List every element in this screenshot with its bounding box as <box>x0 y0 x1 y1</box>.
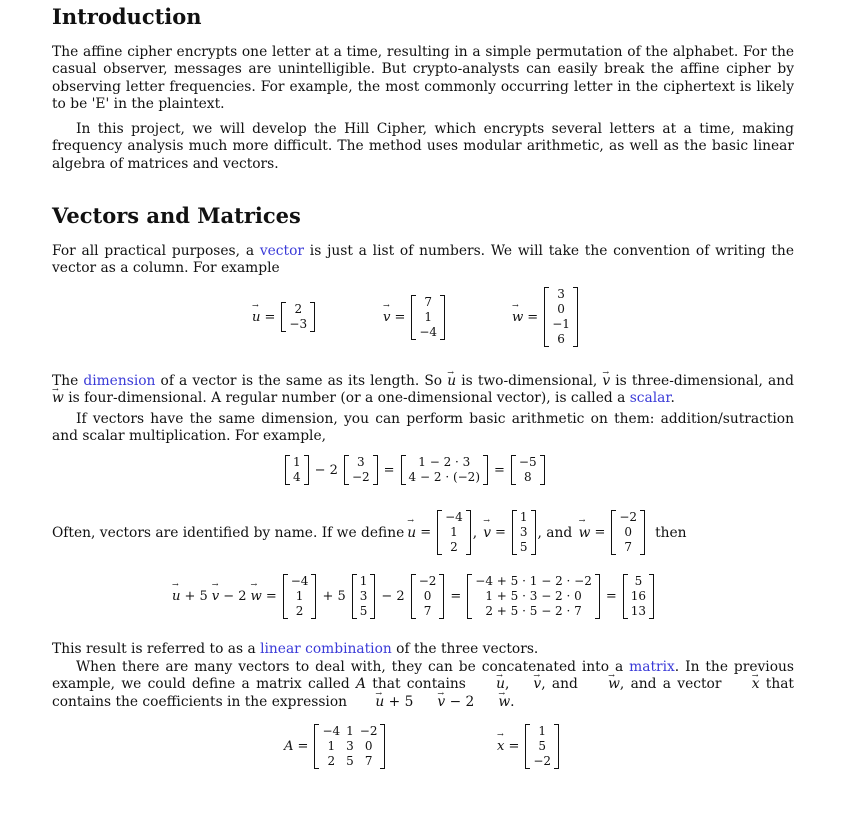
symbol-x: x → <box>728 676 760 693</box>
matrix-cell: 4 − 2 · (−2) <box>408 470 480 484</box>
intro-paragraph-2: In this project, we will develop the Hill Cipher, which encrypts several letters at a time, making frequency analysis much more difficult. The method uses modular arithmetic, as well as the basic linear algebra of matrices and vectors. <box>52 121 794 172</box>
matrix-ex1-b <box>344 455 378 485</box>
matrix-cell: −5 <box>518 455 537 469</box>
matrix-cell: 1 <box>327 739 336 753</box>
symbol-v: v → <box>602 373 610 390</box>
equals: = <box>508 739 520 754</box>
matrix-cell: 0 <box>423 589 432 603</box>
matrix-cell: 1 <box>519 510 528 524</box>
matrix-cell: 1 + 5 · 3 − 2 · 0 <box>485 589 582 603</box>
op: − 2 <box>381 589 405 604</box>
symbol-x: x → <box>497 739 504 754</box>
matrix-ex1-c <box>401 455 488 485</box>
matrix-cell: −2 <box>418 574 437 588</box>
linear-combination-equation <box>172 574 656 619</box>
matrix-cell: 1 <box>450 525 458 539</box>
matrix-cell: 3 <box>359 589 368 603</box>
vm-paragraph-1 <box>52 243 794 278</box>
matrix-lc-w <box>411 574 445 619</box>
symbol-u: u → <box>447 373 456 390</box>
text: , and <box>537 524 577 541</box>
text: − 2 <box>445 693 475 710</box>
text: , and <box>541 676 585 693</box>
matrix-cell: 0 <box>624 525 633 539</box>
matrix-cell: 7 <box>364 754 373 768</box>
text: is three-dimensional, and <box>610 373 794 389</box>
matrix-def-v <box>512 510 536 555</box>
matrix-cell: −3 <box>289 317 308 331</box>
vm-paragraph-3: If vectors have the same dimension, you can perform basic arithmetic on them: addition/sutraction and scalar multiplication. For example, <box>52 411 794 445</box>
linear-combination-link[interactable]: linear combination <box>260 641 392 657</box>
matrix-lc-result <box>623 574 654 619</box>
matrix-cell: 2 + 5 · 5 − 2 · 7 <box>485 604 582 618</box>
symbol-w: w → <box>579 525 591 541</box>
text: + 5 <box>384 693 414 710</box>
text: . <box>510 693 515 710</box>
equals: = <box>264 309 276 325</box>
symbol-v: v → <box>212 589 219 604</box>
matrix-cell: 3 <box>557 287 565 301</box>
symbol-v: v → <box>383 310 390 325</box>
matrix-x <box>525 724 559 769</box>
matrix-cell: 5 <box>538 739 547 753</box>
matrix-cell: −2 <box>351 470 370 484</box>
intro-paragraph-1: The affine cipher encrypts one letter at a time, resulting in a simple permutation of the alphabet. For the casual observer, messages are unintelligible. But crypto-analysts can easily break the affine cipher by observing letter frequencies. For example, the most commonly occurring letter in the ciphertext is likely to be 'E' in the plaintext. <box>52 44 794 113</box>
text: This result is referred to as a <box>52 641 261 657</box>
matrix-cell: 1 <box>424 310 433 324</box>
symbol-w: w → <box>512 310 523 325</box>
equals: = <box>494 462 505 478</box>
matrix-def-u <box>437 510 471 555</box>
matrix-lc-expanded <box>467 574 600 619</box>
matrix-cell: 5 <box>359 604 368 618</box>
vector-link[interactable]: vector <box>259 243 304 259</box>
matrix-u <box>281 302 315 332</box>
equals: = <box>420 525 432 540</box>
matrix-A <box>314 724 385 769</box>
vector-x-definition <box>497 724 561 769</box>
matrix-cell: 1 <box>538 724 547 738</box>
matrix-cell: 1 <box>293 455 301 469</box>
matrix-cell: 2 <box>294 302 303 316</box>
matrix-cell: 1 − 2 · 3 <box>418 455 471 469</box>
symbol-u: u → <box>472 676 505 693</box>
matrix-cell: 13 <box>630 604 647 618</box>
text: of the three vectors. <box>391 641 539 657</box>
text: is two-dimensional, <box>456 373 603 389</box>
example-vector-v <box>383 295 447 340</box>
scalar-example <box>283 455 547 485</box>
vectors-matrices-heading: Vectors and Matrices <box>52 203 301 228</box>
intro-heading: Introduction <box>52 4 202 29</box>
equals: = <box>383 462 395 478</box>
symbol-u: u → <box>407 525 416 541</box>
example-vector-u <box>252 302 317 332</box>
matrix-cell: 6 <box>557 332 565 346</box>
matrix-cell: 2 <box>450 540 458 554</box>
matrix-cell: 7 <box>423 604 432 618</box>
scalar-link[interactable]: scalar <box>629 390 671 407</box>
equals: = <box>265 589 277 604</box>
equals: = <box>594 525 606 540</box>
text: of a vector is the same as its length. So <box>155 373 448 389</box>
equals: = <box>527 309 539 325</box>
equals: = <box>494 525 506 540</box>
op: + 5 <box>322 589 346 604</box>
matrix-cell: −4 <box>322 724 341 738</box>
matrix-cell: 0 <box>364 739 373 753</box>
matrix-cell: −4 + 5 · 1 − 2 · −2 <box>475 574 592 588</box>
symbol-v: v → <box>413 694 445 711</box>
matrix-cell: 1 <box>346 724 354 738</box>
matrix-ex1-a <box>285 455 309 485</box>
matrix-cell: −4 <box>290 574 309 588</box>
comma: , <box>505 676 510 693</box>
equals: = <box>297 739 309 754</box>
matrix-v <box>411 295 445 340</box>
symbol-v: v → <box>509 676 541 693</box>
symbol-u: u → <box>351 694 384 711</box>
matrix-A-definition <box>284 724 387 769</box>
vm-paragraph-6 <box>52 659 794 711</box>
matrix-cell: 1 <box>295 589 304 603</box>
matrix-lc-u <box>283 574 317 619</box>
matrix-cell: 8 <box>523 470 532 484</box>
text: When there are many vectors to deal with, they can be concatenated into a <box>76 659 630 675</box>
matrix-lc-v <box>352 574 376 619</box>
matrix-cell: 1 <box>359 574 368 588</box>
text: is four-dimensional. A regular number (or a one-dimensional vector), is called a <box>63 390 630 407</box>
matrix-cell: 5 <box>346 754 354 768</box>
matrix-cell: 7 <box>624 540 633 554</box>
op: − 2 <box>223 589 247 604</box>
text: The <box>52 373 84 389</box>
text: is just a list of numbers. We will take the convention of writing the vector as a column. For example <box>52 243 794 277</box>
definition-row <box>52 510 687 555</box>
matrix-cell: 4 <box>293 470 301 484</box>
op: + 5 <box>184 589 208 604</box>
matrix-cell: −2 <box>533 754 552 768</box>
symbol-w: w → <box>584 676 620 693</box>
text: that contains the coefficients in the expression <box>52 676 794 710</box>
matrix-cell: 3 <box>519 525 528 539</box>
matrix-cell: 2 <box>327 754 336 768</box>
matrix-cell: 3 <box>356 455 365 469</box>
matrix-cell: 5 <box>634 574 643 588</box>
text: For all practical purposes, a <box>52 243 260 259</box>
equals: = <box>394 310 406 325</box>
text: that contains <box>366 676 473 693</box>
symbol-v: v → <box>483 525 491 541</box>
matrix-cell: 5 <box>519 540 528 554</box>
matrix-w <box>544 287 578 347</box>
symbol-A: A <box>284 739 294 754</box>
matrix-cell: −1 <box>552 317 570 331</box>
matrix-cell: 2 <box>295 604 304 618</box>
symbol-w: w → <box>251 589 262 604</box>
text: , and a vector <box>619 676 728 693</box>
matrix-cell: −2 <box>359 724 378 738</box>
example-vector-w <box>512 287 580 347</box>
matrix-cell: −4 <box>445 510 463 524</box>
matrix-cell: −2 <box>619 510 638 524</box>
matrix-cell: 0 <box>557 302 565 316</box>
matrix-link[interactable]: matrix <box>629 659 675 675</box>
equals: = <box>450 589 462 604</box>
symbol-u: u → <box>252 310 261 325</box>
matrix-cell: 16 <box>630 589 647 603</box>
matrix-ex1-d <box>511 455 545 485</box>
matrix-cell: 3 <box>346 739 354 753</box>
dimension-link[interactable]: dimension <box>83 373 156 389</box>
symbol-A: A <box>356 676 367 693</box>
symbol-u: u → <box>172 589 181 604</box>
equals: = <box>605 589 617 604</box>
scalar-op: − 2 <box>314 462 338 478</box>
text: Often, vectors are identified by name. If we define <box>52 524 405 541</box>
symbol-w: w → <box>474 694 510 711</box>
vm-paragraph-5 <box>52 641 794 658</box>
comma: , <box>472 524 478 541</box>
matrix-cell: −4 <box>419 325 438 339</box>
matrix-cell: 7 <box>424 295 433 309</box>
text: then <box>655 524 687 541</box>
text: . <box>670 390 675 407</box>
matrix-def-w <box>611 510 645 555</box>
symbol-w: w → <box>52 390 64 407</box>
text: . In the previous example, we could define a matrix called <box>52 659 794 693</box>
vm-paragraph-2 <box>52 373 794 408</box>
